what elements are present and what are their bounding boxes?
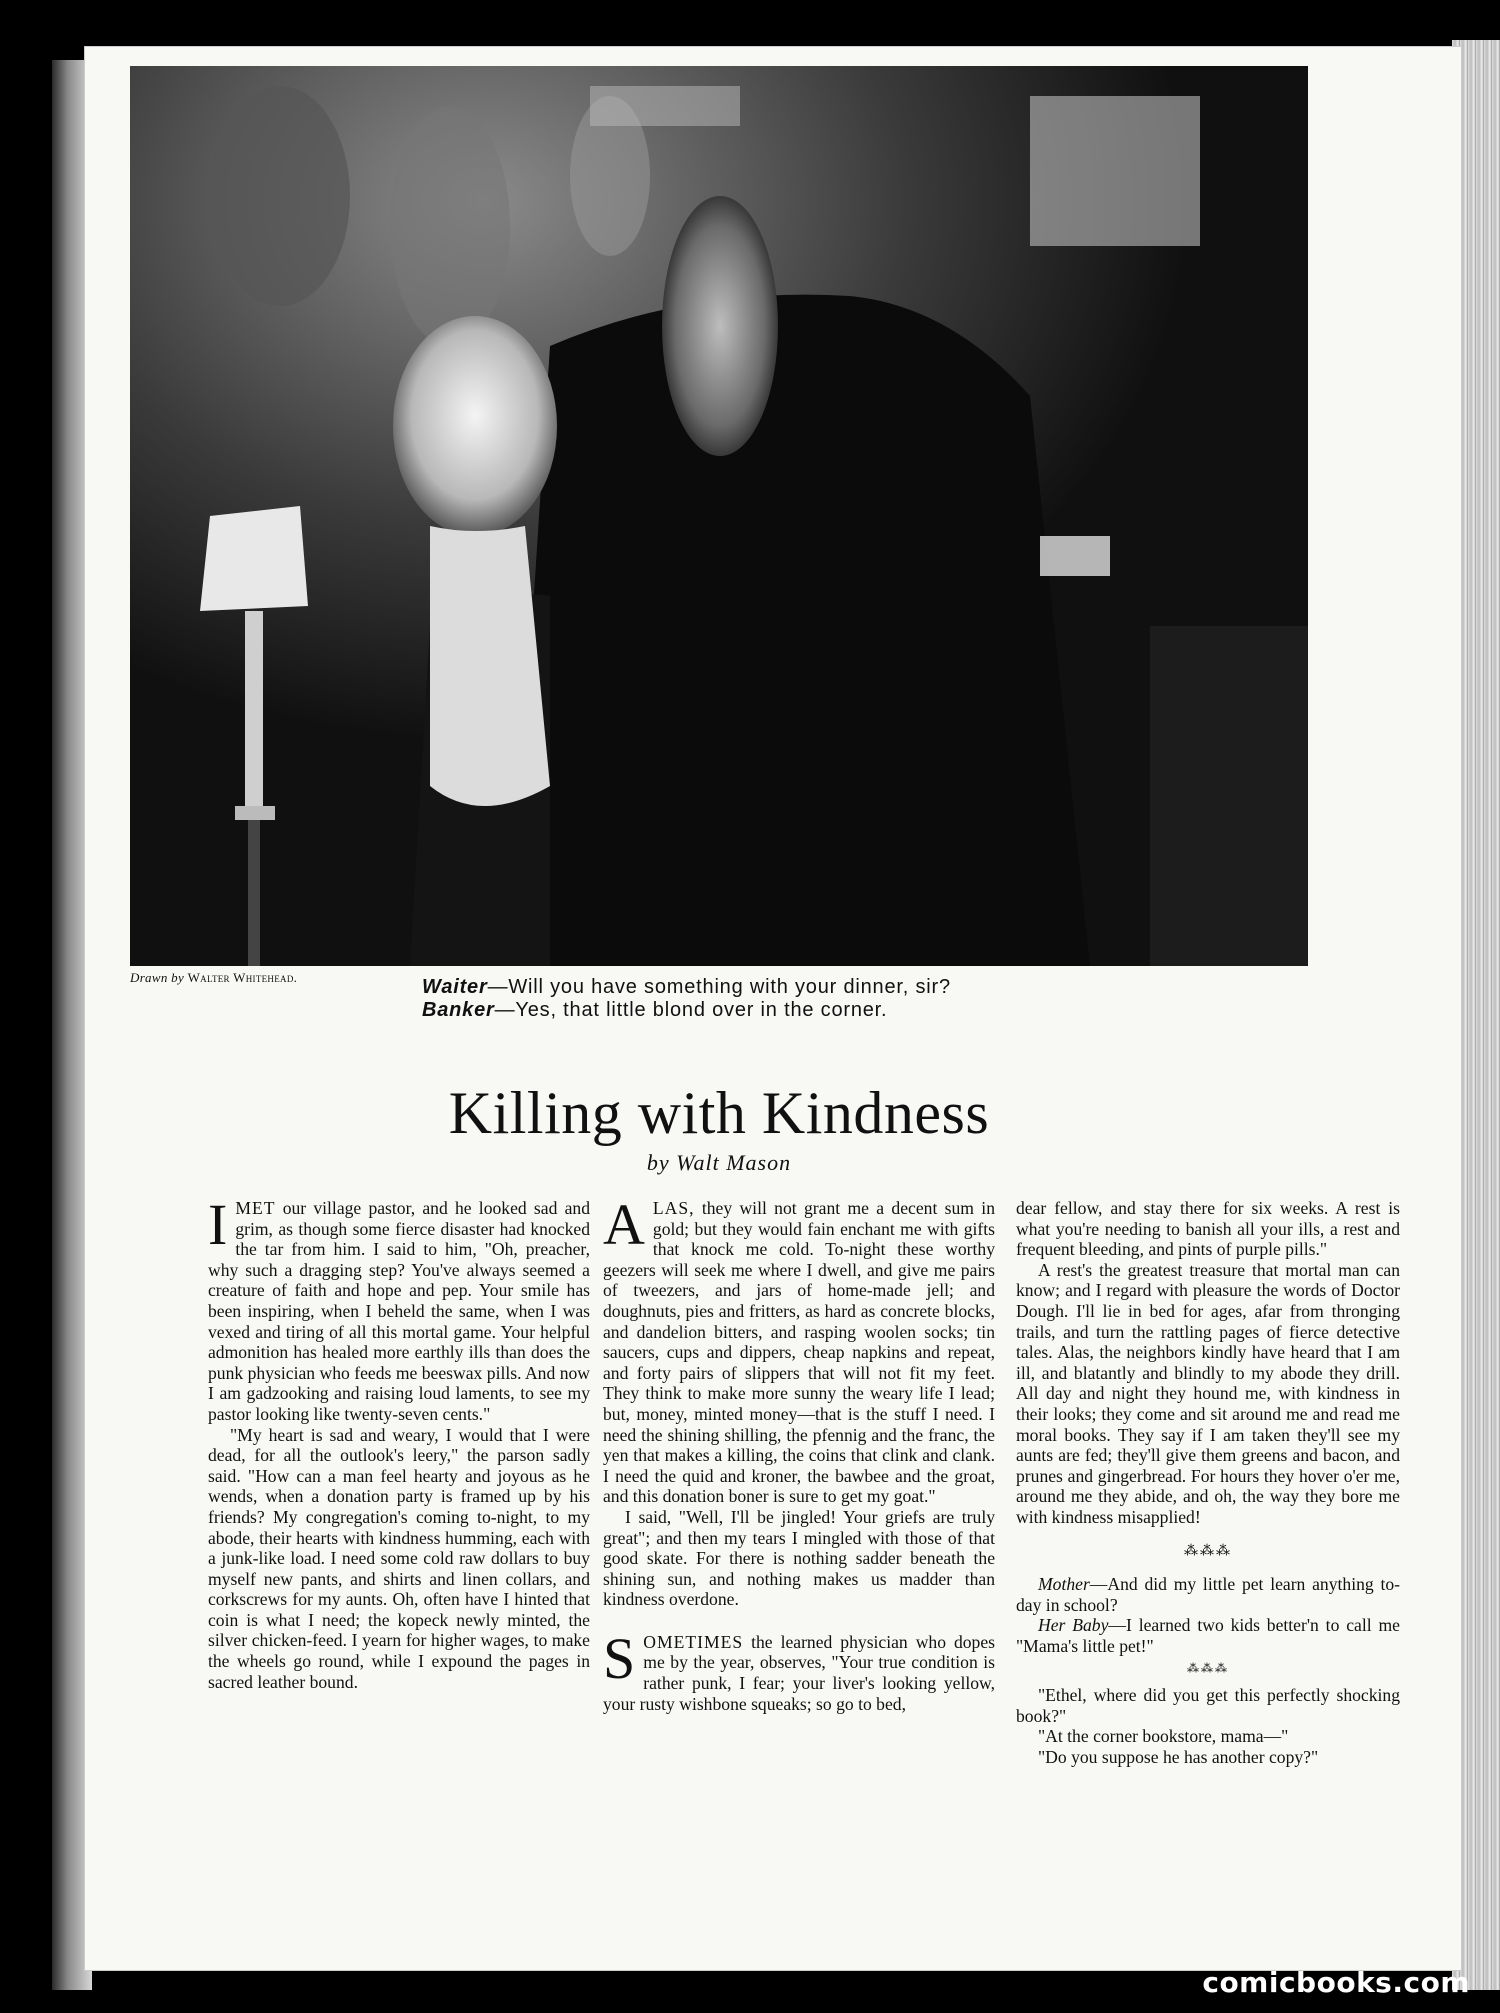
illustration-artwork	[130, 66, 1308, 966]
caption-line-1	[422, 976, 1122, 999]
article-column-1	[208, 1192, 590, 1692]
paragraph: I said, "Well, I'll be jingled! Your griefs are truly great"; and then my tears I mingled with those of that good skate. For there is nothing sadder beneath the shining sun, and nothing makes us madder than kindness overdone.	[603, 1506, 995, 1610]
joke-line	[1016, 1574, 1400, 1615]
drop-cap: I	[208, 1192, 228, 1257]
paragraph-text: the learned physician who dopes me by the year, observes, "Your true condition is rather punk, I fear; your liver's looking yellow, your rusty wishbone squeaks; so go to bed,	[603, 1631, 995, 1714]
paragraph	[603, 1192, 995, 1507]
lead-smallcaps: OMETIMES	[643, 1631, 744, 1652]
joke-line: "At the corner bookstore, mama—"	[1038, 1726, 1289, 1747]
lead-smallcaps: LAS,	[652, 1198, 695, 1218]
caption-text-1: —Will you have something with your dinner, sir?	[487, 976, 951, 998]
paragraph: A rest's the greatest treasure that mortal man can know; and I regard with pleasure the words of Doctor Dough. I'll lie in bed for ages, afar from thronging trails, and turn the rattling pages of fierce detective tales. Alas, the neighbors kindly have heard that I am ill, and blatantly and blindly to my abode they drill. All day and night they hound me, with kindness in their looks; they come and sit around me and read me moral books. They say if I am taken they'll see my aunts are fed; they'll give them greens and bacon, and prunes and gingerbread. For hours they hover o'er me, around me they abide, and oh, the way they bore me with kindness misapplied!	[1016, 1259, 1400, 1527]
section-ornament: ⁂⁂⁂	[1184, 1543, 1232, 1559]
joke-text: —I learned two kids better'n to call me "Mama's little pet!"	[1016, 1615, 1400, 1656]
banker-face	[662, 196, 778, 456]
paragraph: dear fellow, and stay there for six weeks. A rest is what you're needing to banish all your ills, a rest and frequent bleeding, and pints of purple pills."	[1016, 1198, 1400, 1260]
caption-line-2	[422, 999, 1122, 1022]
joke-line	[1016, 1615, 1400, 1656]
lamp-stand	[245, 611, 263, 811]
drop-cap: A	[603, 1192, 645, 1257]
article-title: Killing with Kindness	[448, 1080, 990, 1146]
site-watermark: comicbooks.com	[1202, 1966, 1470, 1999]
article-column-2	[603, 1192, 995, 1714]
illustration-caption	[422, 976, 1122, 1022]
lead-smallcaps: MET	[235, 1198, 276, 1218]
joke-line: "Do you suppose he has another copy?"	[1038, 1746, 1319, 1767]
paragraph-text: they will not grant me a decent sum in gold; but they would fain enchant me with gifts that knock me cold. To-night these worthy geezers will seek me where I dwell, and give me pairs of tweezers, and jars of home-made jell; and doughnuts, pies and fritters, as hard as concrete blocks, and dandelion bitters, and rasping woolen socks; tin saucers, cups and dippers, cheap napkins and repeat, and forty pairs of slippers that will not fit my feet. They think to make more sunny the weary life I lead; but, money, minted money—that is the stuff I need. I need the shining shilling, the pfennig and the franc, the yen that makes a killing, the coins that clink and clank. I need the quid and kroner, the bawbee and the groat, and this donation boner is sure to get my goat."	[603, 1198, 995, 1507]
joke-text: —And did my little pet learn anything to-day in school?	[1016, 1574, 1400, 1615]
joke-line: "Ethel, where did you get this perfectly shocking book?"	[1016, 1685, 1400, 1726]
caption-speaker-banker: Banker	[422, 999, 495, 1021]
paragraph: "My heart is sad and weary, I would that I were dead, for all the outlook's leery," the parson sadly said. "How can a man feel hearty and joyous as he wends, when a donation party is framed up by his friends? My congregation's coming to-night, to my abode, their hearts with kindness humming, each with a junk-like load. I need some cold raw dollars to buy myself new pants, and shirts and linen collars, and corkscrews for my aunts. Oh, often have I hinted that coin is what I need; the kopeck newly minted, the silver chicken-feed. I yearn for higher wages, to make the wheels go round, while I expound the pages in sacred leather bound.	[208, 1424, 590, 1692]
paragraph-text: our village pastor, and he looked sad and grim, as though some fierce disaster had knocked the tar from him. I said to him, "Oh, preacher, why such a dragging step? You've always seemed a creature of faith and hope and pep. Your smile has been inspiring, when I beheld the same, when I was vexed and tiring of all this mortal game. Your helpful admonition has healed more earthly ills than does the punk physician who feeds me beeswax pills. And now I am gadzooking and raising loud laments, to see my pastor looking like twenty-seven cents."	[208, 1198, 590, 1424]
joke-speaker: Mother	[1038, 1574, 1090, 1595]
article-byline: by Walt Mason	[646, 1150, 792, 1175]
lamp-shade	[200, 506, 308, 611]
joke-speaker: Her Baby	[1038, 1615, 1109, 1636]
illustration	[130, 66, 1308, 966]
caption-text-2: —Yes, that little blond over in the corner.	[494, 999, 888, 1021]
caption-speaker-waiter: Waiter	[422, 976, 488, 998]
section-ornament: ⁂⁂⁂	[1187, 1661, 1229, 1676]
article-column-3	[1016, 1198, 1400, 1767]
paragraph	[603, 1625, 995, 1714]
credit-name: Walter Whitehead.	[187, 970, 298, 985]
drop-cap: S	[603, 1625, 636, 1691]
credit-prefix: Drawn by	[130, 970, 185, 985]
paragraph	[208, 1192, 590, 1425]
waiter-face	[393, 316, 557, 536]
